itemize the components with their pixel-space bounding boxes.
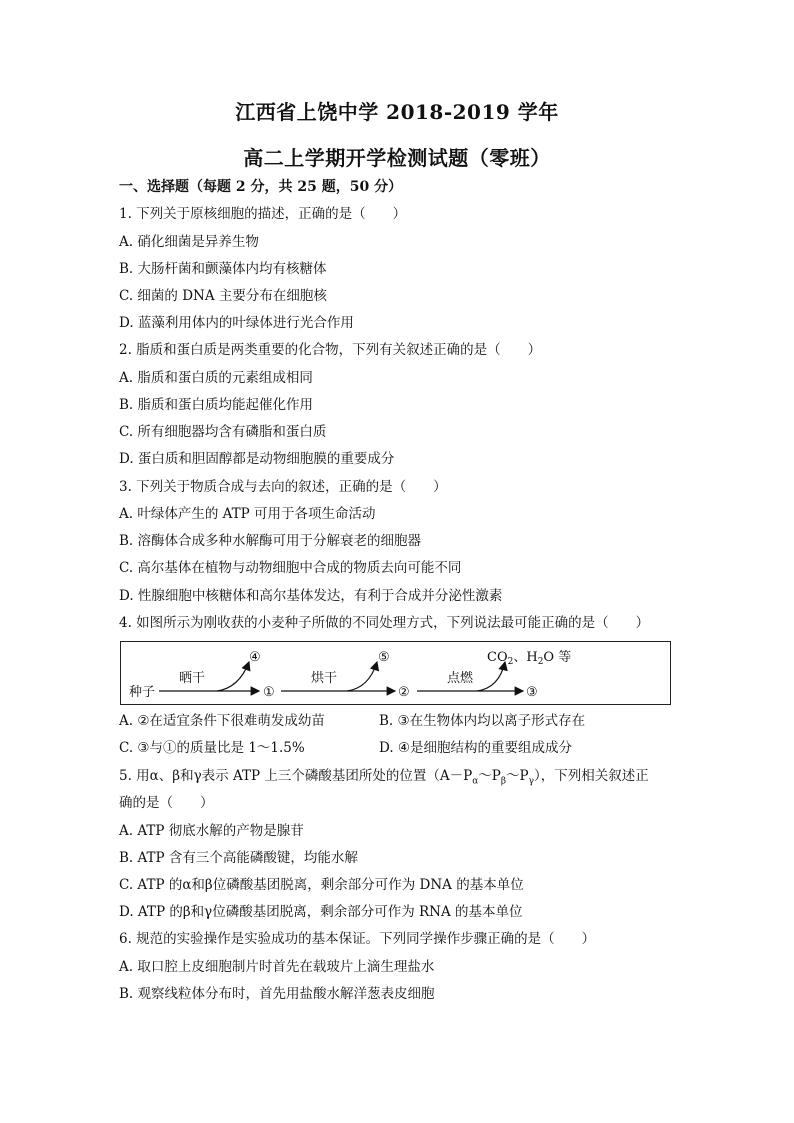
q2-stem: 2. 脂质和蛋白质是两类重要的化合物，下列有关叙述正确的是（ ） bbox=[119, 342, 542, 358]
q2-option-a: A. 脂质和蛋白质的元素组成相同 bbox=[119, 370, 313, 386]
q4-option-c: C. ③与①的质量比是 1～1.5% bbox=[119, 740, 305, 756]
q4-option-d: D. ④是细胞结构的重要组成成分 bbox=[379, 740, 573, 756]
section-heading: 一、选择题（每题 2 分，共 25 题，50 分） bbox=[119, 179, 403, 195]
curve-to-4 bbox=[217, 662, 249, 691]
q3-stem: 3. 下列关于物质合成与去向的叙述，正确的是（ ） bbox=[119, 479, 447, 495]
q4-stem: 4. 如图所示为刚收获的小麦种子所做的不同处理方式，下列说法最可能正确的是（ ） bbox=[119, 615, 650, 631]
diagram-node-3: ③ bbox=[526, 685, 538, 700]
diagram-products: $CO_2$、$H_2O$ 等 bbox=[487, 650, 572, 667]
curve-to-products bbox=[477, 662, 505, 691]
q3-option-c: C. 高尔基体在植物与动物细胞中合成的物质去向可能不同 bbox=[119, 560, 462, 576]
q3-option-b: B. 溶酶体合成多种水解酶可用于分解衰老的细胞器 bbox=[119, 533, 422, 549]
exam-title-line1: 江西省上饶中学 2018-2019 学年 bbox=[235, 100, 559, 124]
q6-option-b: B. 观察线粒体分布时，首先用盐酸水解洋葱表皮细胞 bbox=[119, 986, 435, 1002]
diagram-node-4: ④ bbox=[249, 650, 261, 665]
diagram-step-sun-dry: 晒干 bbox=[179, 671, 206, 686]
q5-option-b: B. ATP 含有三个高能磷酸键，均能水解 bbox=[119, 850, 358, 866]
q5-stem-line2: 确的是（ ） bbox=[119, 795, 214, 811]
q1-option-a: A. 硝化细菌是异养生物 bbox=[119, 234, 259, 250]
diagram-node-5: ⑤ bbox=[378, 650, 390, 665]
q6-option-a: A. 取口腔上皮细胞制片时首先在载玻片上滴生理盐水 bbox=[119, 959, 435, 975]
diagram-node-2: ② bbox=[398, 685, 410, 700]
diagram-step-burn: 点燃 bbox=[447, 671, 474, 686]
q5-stem: 5. 用α、β和γ表示 ATP 上三个磷酸基团所处的位置$(A-P_\alpha\sim P_\beta\sim P_\gamma)$，下列相关叙述正 bbox=[119, 768, 649, 787]
q5-option-a: A. ATP 彻底水解的产物是腺苷 bbox=[119, 823, 304, 839]
q1-option-d: D. 蓝藻利用体内的叶绿体进行光合作用 bbox=[119, 315, 354, 331]
q3-option-d: D. 性腺细胞中核糖体和高尔基体发达，有利于合成并分泌性激素 bbox=[119, 588, 503, 604]
curve-to-5 bbox=[347, 662, 377, 691]
q5-option-d: D. ATP 的β和γ位磷酸基团脱离，剩余部分可作为 RNA 的基本单位 bbox=[119, 904, 523, 920]
q1-option-b: B. 大肠杆菌和颤藻体内均有核糖体 bbox=[119, 261, 327, 277]
q4-option-b: B. ③在生物体内均以离子形式存在 bbox=[379, 713, 586, 729]
q4-option-a: A. ②在适宜条件下很难萌发成幼苗 bbox=[119, 713, 325, 729]
exam-title-line2: 高二上学期开学检测试题（零班） bbox=[243, 146, 551, 170]
diagram-seed-label: 种子 bbox=[129, 685, 156, 700]
q2-option-c: C. 所有细胞器均含有磷脂和蛋白质 bbox=[119, 424, 327, 440]
q2-option-b: B. 脂质和蛋白质均能起催化作用 bbox=[119, 397, 314, 413]
diagram-node-1: ① bbox=[263, 685, 275, 700]
diagram-step-oven-dry: 烘干 bbox=[311, 671, 338, 686]
q2-option-d: D. 蛋白质和胆固醇都是动物细胞膜的重要成分 bbox=[119, 451, 395, 467]
q5-option-c: C. ATP 的α和β位磷酸基团脱离，剩余部分可作为 DNA 的基本单位 bbox=[119, 877, 524, 893]
q6-stem: 6. 规范的实验操作是实验成功的基本保证。下列同学操作步骤正确的是（ ） bbox=[119, 931, 596, 947]
q1-stem: 1. 下列关于原核细胞的描述，正确的是（ ） bbox=[119, 206, 407, 222]
seed-processing-diagram bbox=[120, 641, 671, 705]
q1-option-c: C. 细菌的 DNA 主要分布在细胞核 bbox=[119, 288, 327, 304]
q3-option-a: A. 叶绿体产生的 ATP 可用于各项生命活动 bbox=[119, 506, 376, 522]
